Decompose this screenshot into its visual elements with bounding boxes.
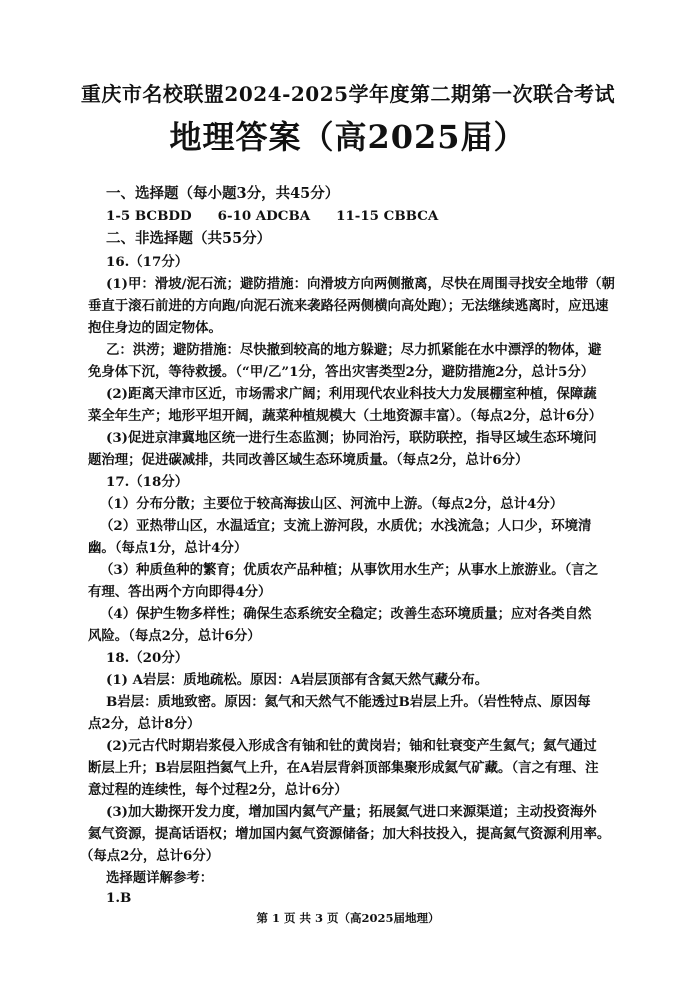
text-line: 题治理；促进碳减排，共同改善区域生态环境质量。（每点2分，总计6分） bbox=[88, 452, 529, 468]
answer-title: 地理答案（高2025届） bbox=[169, 118, 527, 156]
text-line: 点2分，总计8分） bbox=[88, 716, 201, 732]
choice-answers bbox=[106, 206, 464, 226]
text-line: 风险。（每点2分，总计6分） bbox=[88, 628, 261, 644]
answer-group: 1-5 BCBDD bbox=[106, 208, 192, 224]
question-heading: 16.（17分） bbox=[106, 254, 189, 270]
text-line: (1)甲：滑坡/泥石流；避防措施：向滑坡方向两侧撤离，尽快在周围寻找安全地带（朝 bbox=[106, 276, 615, 292]
text-line: (2)元古代时期岩浆侵入形成含有铀和钍的黄岗岩；铀和钍衰变产生氦气；氦气通过 bbox=[106, 738, 597, 754]
text-line: （1）分布分散；主要位于较高海拔山区、河流中上游。（每点2分，总计4分） bbox=[100, 496, 564, 512]
section-heading-choice: 一、选择题（每小题3分，共45分） bbox=[106, 185, 340, 202]
text-line: （3）种质鱼种的繁育；优质农产品种植；从事饮用水生产；从事水上旅游业。（言之 bbox=[100, 562, 599, 578]
text-line: 1.B bbox=[106, 890, 132, 906]
answer-group: 11-15 CBBCA bbox=[336, 208, 439, 224]
text-line: 垂直于滚石前进的方向跑/向泥石流来袭路径两侧横向高处跑）；无法继续逃离时，应迅速 bbox=[88, 298, 609, 314]
question-heading: 18.（20分） bbox=[106, 650, 189, 666]
text-line: (1) A岩层：质地疏松。原因：A岩层顶部有含氦天然气藏分布。 bbox=[106, 672, 489, 688]
exam-title: 重庆市名校联盟2024-2025学年度第二期第一次联合考试 bbox=[80, 82, 616, 106]
text-line: 氦气资源，提高话语权；增加国内氦气资源储备；加大科技投入，提高氦气资源利用率。 bbox=[88, 826, 611, 842]
text-line: （4）保护生物多样性；确保生态系统安全稳定；改善生态环境质量；应对各类自然 bbox=[100, 606, 592, 622]
text-line: 幽。（每点1分，总计4分） bbox=[88, 540, 248, 556]
text-line: (2)距离天津市区近，市场需求广阔；利用现代农业科技大力发展棚室种植，保障蔬 bbox=[106, 386, 597, 402]
text-line: 菜全年生产；地形平坦开阔，蔬菜种植规模大（土地资源丰富）。（每点2分，总计6分） bbox=[88, 408, 603, 424]
text-line: （每点2分，总计6分） bbox=[80, 848, 220, 864]
page-footer: 第 1 页 共 3 页（高2025届地理） bbox=[256, 911, 440, 925]
text-line: (3)加大勘探开发力度，增加国内氦气产量；拓展氦气进口来源渠道；主动投资海外 bbox=[106, 804, 597, 820]
text-line: (3)促进京津冀地区统一进行生态监测；协同治污，联防联控，指导区域生态环境问 bbox=[106, 430, 597, 446]
text-line: 有理、答出两个方向即得4分） bbox=[88, 584, 272, 600]
text-line: 意过程的连续性，每个过程2分，总计6分） bbox=[88, 782, 348, 798]
question-heading: 17.（18分） bbox=[106, 474, 189, 490]
text-line: 断层上升；B岩层阻挡氦气上升，在A岩层背斜顶部集聚形成氦气矿藏。（言之有理、注 bbox=[88, 760, 599, 776]
answer-group: 6-10 ADCBA bbox=[217, 208, 311, 224]
text-line: 选择题详解参考： bbox=[106, 870, 214, 886]
section-heading-nonchoice: 二、非选择题（共55分） bbox=[106, 230, 272, 247]
text-line: 乙：洪涝；避防措施：尽快撤到较高的地方躲避；尽力抓紧能在水中漂浮的物体，避 bbox=[106, 342, 602, 358]
text-line: 免身体下沉，等待救援。（“甲/乙”1分，答出灾害类型2分，避防措施2分，总计5分） bbox=[88, 364, 595, 380]
text-line: 抱住身边的固定物体。 bbox=[88, 320, 222, 336]
text-line: （2）亚热带山区，水温适宜；支流上游河段，水质优；水浅流急；人口少，环境清 bbox=[100, 518, 592, 534]
text-line: B岩层：质地致密。原因：氦气和天然气不能透过B岩层上升。（岩性特点、原因每 bbox=[106, 694, 591, 710]
